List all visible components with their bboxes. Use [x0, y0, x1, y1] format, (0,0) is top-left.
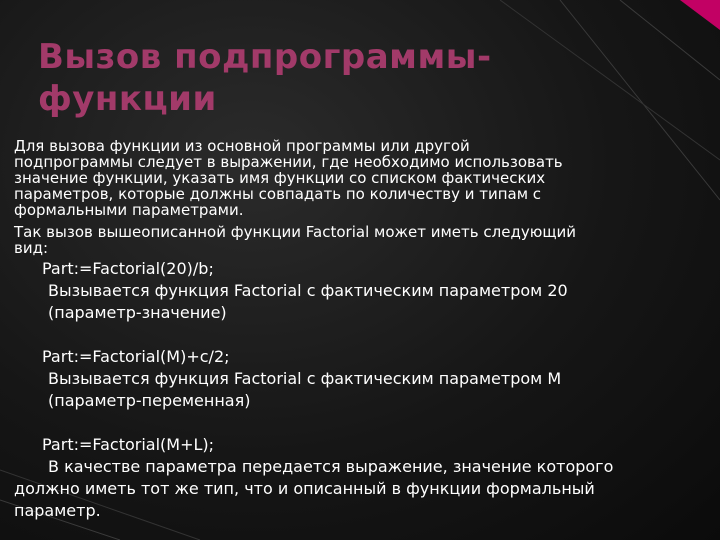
code-line: Part:=Factorial(20)/b; — [42, 259, 214, 278]
code-line: Part:=Factorial(M)+c/2; — [42, 347, 230, 366]
text-line: подпрограммы следует в выражении, где необходимо использовать — [14, 153, 563, 171]
slide-title — [38, 36, 658, 120]
description-line: Вызывается функция Factorial с фактическим параметром 20 — [48, 281, 568, 300]
example-1 — [14, 258, 714, 324]
text-line: значение функции, указать имя функции со списком фактических — [14, 169, 546, 187]
title-line: Вызов подпрограммы- — [38, 37, 492, 77]
example-2 — [14, 346, 714, 412]
text-line: вид: — [14, 239, 49, 257]
accent-triangle — [680, 0, 720, 30]
paragraph-intro — [14, 138, 714, 218]
spacer — [14, 412, 714, 434]
text-line: Так вызов вышеописанной функции Factorial может иметь следующий — [14, 223, 576, 241]
description-line: должно иметь тот же тип, что и описанный в функции формальный — [14, 479, 595, 498]
description-line: параметр. — [14, 501, 101, 520]
slide-body — [14, 138, 714, 522]
code-line: Part:=Factorial(M+L); — [42, 435, 215, 454]
text-line: параметров, которые должны совпадать по количеству и типам с — [14, 185, 542, 203]
example-3 — [14, 434, 714, 522]
description-line: (параметр-переменная) — [48, 391, 251, 410]
text-line: формальными параметрами. — [14, 201, 244, 219]
paragraph-example-intro — [14, 224, 714, 256]
title-line: функции — [38, 79, 217, 119]
description-line: Вызывается функция Factorial с фактическим параметром M — [48, 369, 562, 388]
text-line: Для вызова функции из основной программы или другой — [14, 137, 470, 155]
spacer — [14, 324, 714, 346]
description-line: В качестве параметра передается выражение, значение которого — [48, 457, 614, 476]
description-line: (параметр-значение) — [48, 303, 227, 322]
